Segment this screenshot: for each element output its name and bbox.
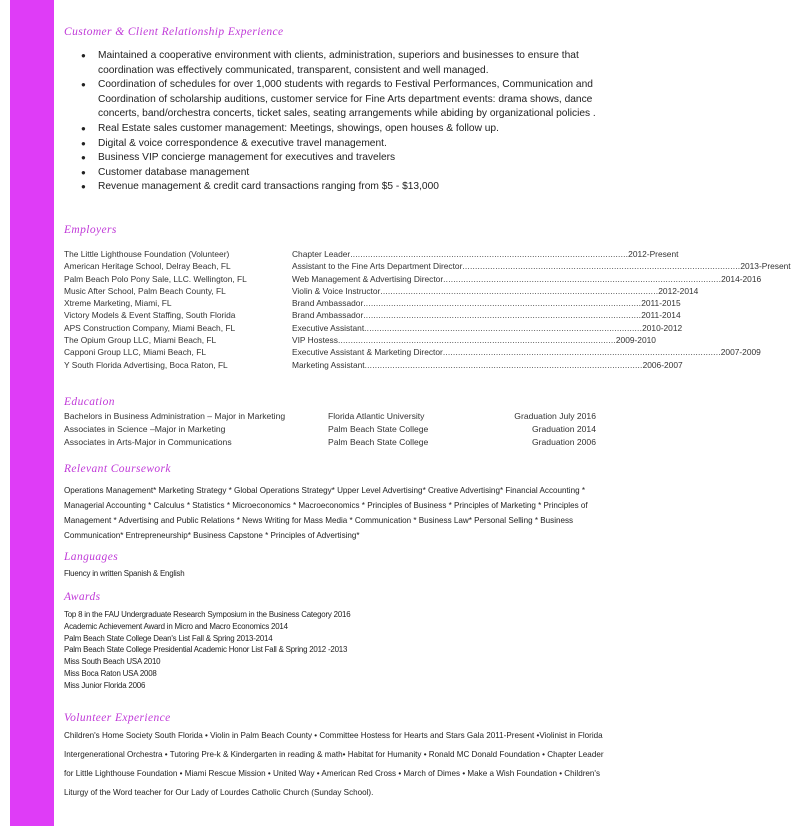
accent-bar [10,0,54,826]
list-item: ● Customer database management [64,166,609,181]
list-item: ● Revenue management & credit card transactions ranging from $5 - $13,000 [64,180,609,195]
employers-heading: Employers [64,224,117,236]
awards-heading: Awards [64,591,101,603]
languages-heading: Languages [64,551,119,563]
table-row: The Opium Group LLC, Miami Beach, FL VIP Hostess .............................................................................................................. 2009-2010 [64,335,656,346]
table-row: American Heritage School, Delray Beach, FL Assistant to the Fine Arts Department Director .............................................................................................................. 2013-Present [64,261,791,272]
list-item: ● Coordination of schedules for over 1,000 students with regards to Festival Performances, Communication and Coordination of scholarship auditions, customer service for Fine Arts department events: drama shows, dance concerts, band/orchestra concerts, ticket sales, seating arrangements while abiding by organizational policies . [64,78,609,122]
table-row: Palm Beach Polo Pony Sale, LLC. Wellington, FL Web Management & Advertising Director .............................................................................................................. 2014-2016 [64,273,762,284]
table-row: Bachelors in Business Administration – Major in Marketing Florida Atlantic University Graduation July 2016 [64,411,596,421]
awards-list [64,609,609,692]
volunteer-heading: Volunteer Experience [64,712,171,724]
languages-text: Fluency in written Spanish & English [64,569,185,578]
list-item: ● Maintained a cooperative environment with clients, administration, superiors and businesses to ensure that coordination was effectively communicated, transparent, consistent and well managed. [64,49,609,78]
education-table [64,410,604,449]
list-item: Miss Junior Florida 2006 [64,680,146,690]
experience-bullets [64,49,609,195]
list-item: ● Digital & voice correspondence & executive travel management. [64,137,609,152]
list-item: Palm Beach State College Presidential Academic Honor List Fall & Spring 2012 -2013 [64,645,348,655]
experience-heading: Customer & Client Relationship Experience [64,26,284,38]
table-row: Victory Models & Event Staffing, South Florida Brand Ambassador .............................................................................................................. 2011-2014 [64,310,681,321]
volunteer-text: Children's Home Society South Florida • Violin in Palm Beach County • Committee Hostess for Hearts and Stars Gala 2011-Present •Violinist in Florida Intergenerational Orchestra • Tutoring Pre-k & Kindergarten in reading & math• Habitat for Humanity • Ronald MC Donald Foundation • Chapter Leader for Little Lighthouse Foundation • Miami Rescue Mission • United Way • American Red Cross • March of Dimes • Make a Wish Foundation • Children's Liturgy of the Word teacher for Our Lady of Lourdes Catholic Church (Sunday School). [64,731,604,797]
education-heading: Education [64,396,115,408]
list-item: ● Real Estate sales customer management: Meetings, showings, open houses & follow up. [64,122,609,137]
table-row: Music After School, Palm Beach County, FL Violin & Voice Instructor .............................................................................................................. 2012-2014 [64,285,699,296]
table-row: Y South Florida Advertising, Boca Raton, FL Marketing Assistant .............................................................................................................. 2006-2007 [64,359,683,370]
list-item: Miss South Beach USA 2010 [64,657,161,667]
coursework-text: Operations Management* Marketing Strategy * Global Operations Strategy* Upper Level Advertising* Creative Advertising* Financial Accounting * Managerial Accounting * Calculus * Statistics * Microeconomics * Macroeconomics * Principles of Business * Principles of Marketing * Principles of Management * Advertising and Public Relations * News Writing for Mass Media * Communication * Business Law* Personal Selling * Business Communication* Entrepreneurship* Business Capstone * Principles of Advertising* [64,486,588,540]
employers-table [64,248,791,371]
table-row: Associates in Science –Major in Marketing Palm Beach State College Graduation 2014 [64,424,596,434]
coursework-heading: Relevant Coursework [64,463,171,475]
table-row: Associates in Arts-Major in Communications Palm Beach State College Graduation 2006 [64,437,596,447]
table-row: Capponi Group LLC, Miami Beach, FL Executive Assistant & Marketing Director .............................................................................................................. 2007-2009 [64,347,761,358]
table-row: Xtreme Marketing, Miami, FL Brand Ambassador .............................................................................................................. 2011-2015 [64,298,681,309]
list-item: ● Business VIP concierge management for executives and travelers [64,151,609,166]
list-item: Palm Beach State College Dean's List Fall & Spring 2013-2014 [64,633,273,643]
table-row: The Little Lighthouse Foundation (Volunteer) Chapter Leader .............................................................................................................. 2012-Present [64,249,679,259]
list-item: Top 8 in the FAU Undergraduate Research Symposium in the Business Category 2016 [64,610,351,619]
list-item: Miss Boca Raton USA 2008 [64,668,157,678]
table-row: APS Construction Company, Miami Beach, FL Executive Assistant .............................................................................................................. 2010-2012 [64,322,683,333]
list-item: Academic Achievement Award in Micro and Macro Economics 2014 [64,621,288,631]
